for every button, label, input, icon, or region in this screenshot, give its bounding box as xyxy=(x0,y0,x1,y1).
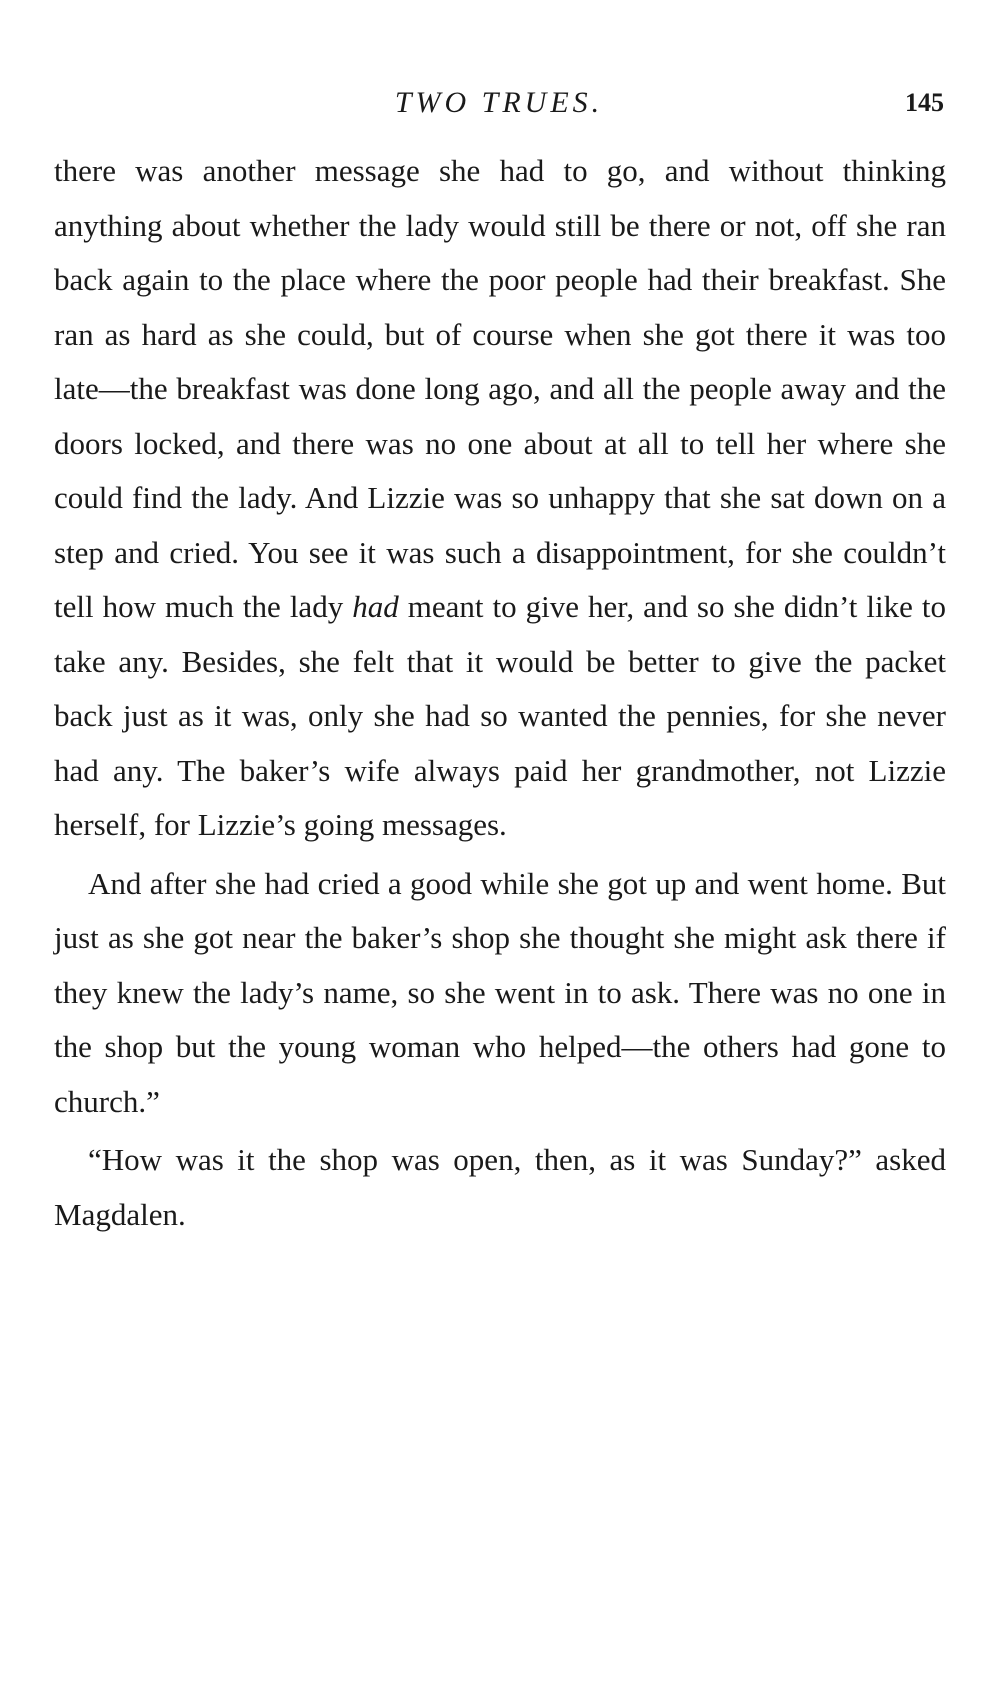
running-head xyxy=(54,86,944,126)
running-title: TWO TRUES. xyxy=(394,86,604,119)
paragraph-1-text-before: there was another message she had to go, and without thinking anything about whether the lady would still be there or not, off she ran back again to the place where the poor people had their breakfast. She ran as hard as she could, but of course when she got there it was too late—the breakfast was done long ago, and all the people away and the doors locked, and there was no one about at all to tell her where she could find the lady. And Lizzie was so unhappy that she sat down on a step and cried. You see it was such a disappointment, for she couldn’t tell how much the lady xyxy=(54,153,946,624)
paragraph-2: And after she had cried a good while she got up and went home. But just as she got near the baker’s shop she thought she might ask there if they knew the lady’s name, so she went in to ask. There was no one in the shop but the young woman who helped—the others had gone to church.” xyxy=(54,865,946,1119)
body-text xyxy=(54,144,946,1242)
paragraph-1 xyxy=(54,144,946,853)
emphasis-had: had xyxy=(352,589,399,624)
paragraph-3: “How was it the shop was open, then, as it was Sunday?” asked Magdalen. xyxy=(54,1142,946,1232)
paragraph-1-text-after: meant to give her, and so she didn’t like to take any. Besides, she felt that it would be better to give the packet back just as it was, only she had so wanted the pennies, for she never had any. The baker’s wife always paid her grandmother, not Lizzie herself, for Lizzie’s going messages. xyxy=(54,589,946,842)
page-number: 145 xyxy=(905,88,944,117)
